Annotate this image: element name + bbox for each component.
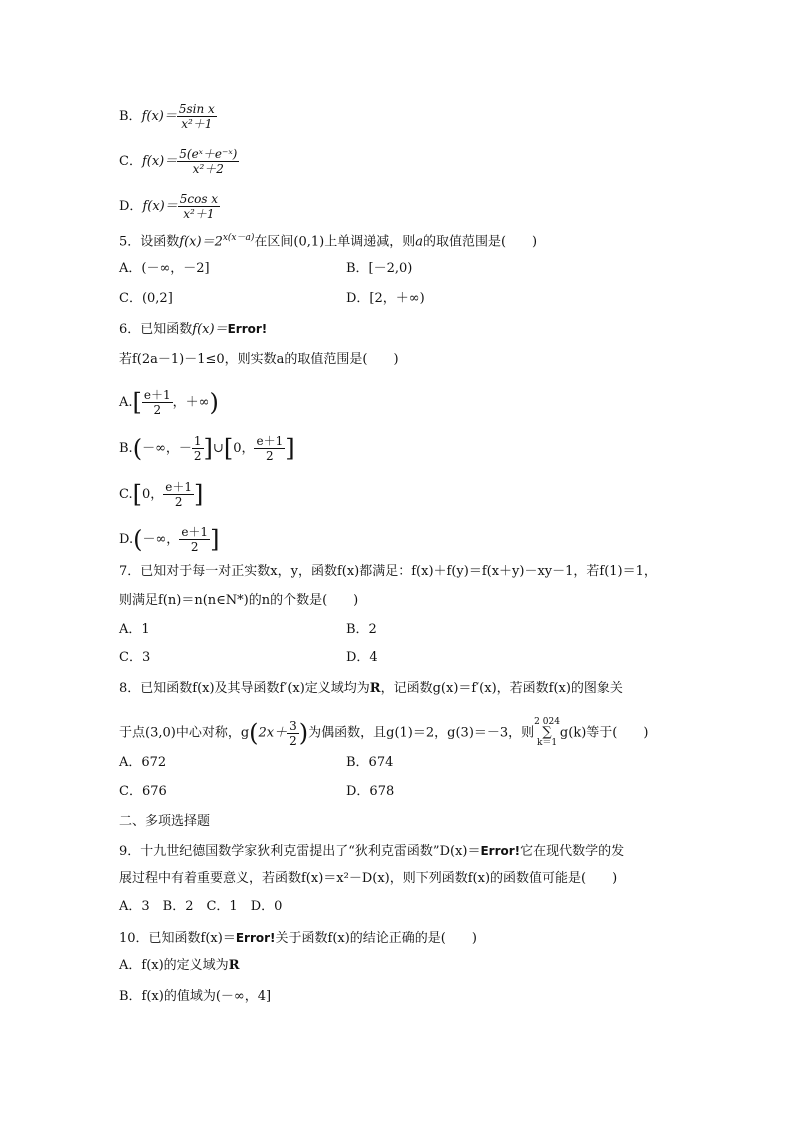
variable: a	[415, 234, 423, 250]
sum-lower-limit: k＝1	[536, 738, 558, 748]
q6-option-c	[119, 480, 203, 509]
sum-upper-limit: 2 024	[534, 717, 560, 727]
fraction	[163, 480, 194, 509]
option-label: B.	[119, 441, 133, 456]
left-bracket: [	[132, 388, 142, 417]
left-bracket: [	[223, 434, 234, 463]
option-label: D．	[119, 199, 143, 214]
real-numbers-symbol: R	[228, 958, 240, 973]
denominator: x²＋1	[178, 206, 220, 221]
option-label: C．	[119, 154, 142, 169]
q5-option-d: D．[2，＋∞)	[346, 291, 425, 306]
error-placeholder: Error!	[227, 322, 268, 336]
q9-stem-line2: 展过程中有着重要意义，若函数f(x)＝x²－D(x)，则下列函数f(x)的函数值可能是( )	[119, 871, 618, 886]
numerator: e＋1	[143, 388, 171, 402]
interval-head: －∞，－	[142, 441, 192, 456]
error-placeholder: Error!	[480, 844, 521, 858]
denominator: 2	[163, 494, 194, 509]
q5-option-c: C．(0,2]	[119, 291, 173, 306]
text: 10．已知函数f(x)＝	[119, 931, 236, 946]
q5-stem	[119, 229, 537, 251]
q8-option-c: C．676	[119, 784, 167, 799]
left-bracket: [	[132, 480, 142, 509]
numerator: e＋1	[165, 480, 193, 494]
fraction	[177, 102, 217, 131]
text: 9．十九世纪德国数学家狄利克雷提出了“狄利克雷函数”D(x)＝	[119, 844, 481, 859]
function-expression: f(x)＝	[142, 199, 178, 214]
denominator: x²＋1	[177, 116, 217, 131]
left-paren: (	[249, 719, 259, 747]
text: 的取值范围是( )	[422, 234, 538, 250]
interval-tail: ，＋∞	[172, 395, 210, 410]
numerator: 5(eˣ＋e⁻ˣ)	[179, 147, 238, 161]
q7-option-a: A．1	[119, 622, 150, 637]
fraction	[254, 434, 285, 463]
q7-option-b: B．2	[346, 622, 377, 637]
q7-stem-line1: 7．已知对于每一对正实数x，y，函数f(x)都满足：f(x)＋f(y)＝f(x＋y)－xy－1，若f(1)＝1，	[119, 564, 657, 579]
summation	[534, 718, 560, 748]
q4-option-b	[119, 102, 217, 131]
q10-option-a	[119, 957, 240, 975]
fraction	[178, 192, 220, 221]
q8-option-b: B．674	[346, 755, 394, 770]
q7-option-c: C．3	[119, 650, 151, 665]
function-expression: f(x)＝	[141, 154, 178, 169]
q9-stem-line1	[119, 842, 624, 861]
numerator: e＋1	[256, 434, 284, 448]
numerator: e＋1	[181, 525, 209, 539]
fraction	[177, 147, 239, 176]
right-bracket: ]	[210, 525, 220, 554]
function-expression: f(x)＝	[192, 322, 228, 337]
numerator: 5cos x	[179, 192, 219, 206]
expression: 2x＋	[258, 725, 288, 741]
left-paren: (	[132, 434, 143, 463]
option-label: B．	[119, 109, 142, 124]
interval-head: －∞，	[142, 532, 180, 547]
right-paren: )	[209, 388, 219, 417]
option-label: D.	[119, 532, 134, 547]
function-expression: f(x)＝	[141, 109, 177, 124]
q5-option-b: B．[－2,0)	[346, 261, 413, 276]
text: 6．已知函数	[119, 322, 193, 337]
q8-stem-line2	[119, 718, 648, 748]
text: 8．已知函数f(x)及其导函数f′(x)定义域均为	[119, 681, 370, 696]
left-paren: (	[133, 525, 143, 554]
right-bracket: ]	[194, 480, 204, 509]
q6-condition: 若f(2a－1)－1≤0，则实数a的取值范围是( )	[119, 352, 399, 367]
text: 关于函数f(x)的结论正确的是( )	[275, 931, 477, 946]
sigma-symbol: ∑	[542, 725, 552, 740]
q8-option-a: A．672	[119, 755, 167, 770]
real-numbers-symbol: R	[369, 681, 381, 696]
text: ，记函数g(x)＝f′(x)，若函数f(x)的图象关	[380, 681, 623, 696]
denominator: 2	[254, 448, 285, 463]
q6-stem	[119, 320, 267, 339]
text: 5．设函数	[119, 234, 180, 250]
q4-option-c	[119, 147, 239, 176]
interval-head: 0，	[142, 487, 164, 502]
text: 为偶函数，且g(1)＝2，g(3)＝－3，则	[308, 725, 535, 741]
q6-option-b	[119, 434, 295, 463]
right-bracket: ]	[285, 434, 295, 463]
q7-option-d: D．4	[346, 650, 378, 665]
fraction	[287, 719, 299, 748]
numerator: 5sin x	[178, 102, 215, 116]
numerator: 1	[193, 434, 202, 448]
function-expression: f(x)＝2	[179, 234, 223, 250]
q9-options: A．3 B．2 C．1 D．0	[119, 899, 283, 914]
q8-option-d: D．678	[346, 784, 395, 799]
denominator: 2	[179, 539, 210, 554]
q10-stem	[119, 929, 477, 948]
text: A．f(x)的定义域为	[119, 958, 229, 973]
numerator: 3	[289, 718, 297, 733]
right-bracket: ]	[203, 434, 213, 463]
right-paren: )	[298, 719, 309, 747]
fraction	[142, 388, 173, 417]
denominator: 2	[289, 733, 297, 748]
interval-head: 0，	[233, 441, 255, 456]
q4-option-d	[119, 192, 220, 221]
option-label: C.	[119, 487, 133, 502]
fraction	[179, 525, 210, 554]
q7-stem-line2: 则满足f(n)＝n(n∈N*)的n的个数是( )	[119, 593, 359, 608]
option-label: A.	[119, 395, 133, 410]
q5-option-a: A．(－∞，－2]	[119, 261, 210, 276]
text: 在区间(0,1)上单调递减，则	[254, 234, 416, 250]
exponent: x(x－a)	[222, 233, 255, 243]
denominator: 2	[142, 402, 173, 417]
union-symbol: ∪	[212, 441, 224, 456]
q6-option-a	[119, 388, 219, 417]
denominator: x²＋2	[177, 161, 239, 176]
text: g(k)等于( )	[559, 725, 649, 741]
fraction	[192, 434, 204, 463]
text: 它在现代数学的发	[520, 844, 625, 859]
text: 于点(3,0)中心对称，g	[119, 725, 250, 741]
q6-option-d	[119, 525, 219, 554]
q10-option-b: B．f(x)的值域为(－∞，4]	[119, 989, 272, 1004]
section-heading: 二、多项选择题	[119, 814, 211, 829]
error-placeholder: Error!	[235, 931, 276, 945]
q8-stem-line1	[119, 680, 623, 698]
denominator: 2	[193, 449, 202, 463]
